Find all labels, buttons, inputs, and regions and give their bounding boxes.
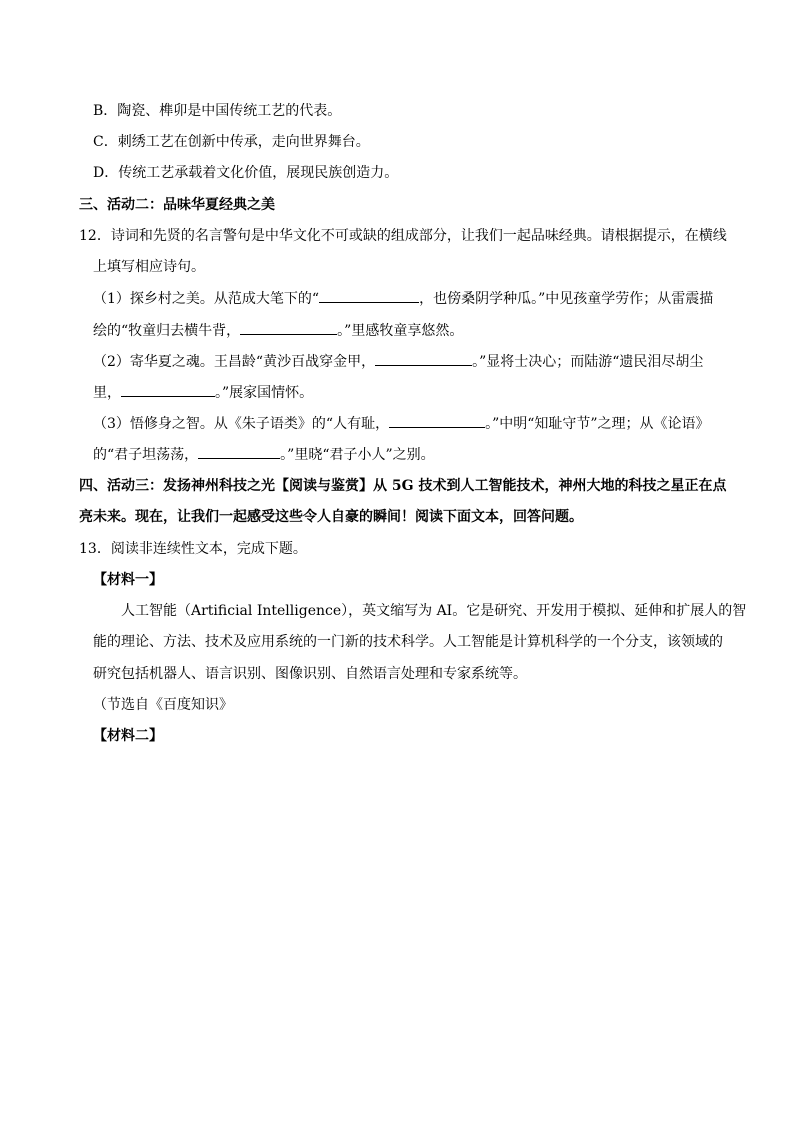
q12-part2-text-c: 里， bbox=[93, 385, 121, 401]
q12-part2-line1 bbox=[93, 351, 703, 372]
q12-part1-text-c: 绘的“牧童归去横牛背， bbox=[93, 323, 241, 339]
q12-part2-text-b: 。”显将士决心；而陆游“遗民泪尽胡尘 bbox=[472, 354, 704, 370]
material-2-label: 【材料二】 bbox=[93, 728, 163, 744]
q12-part1-text-d: 。”里感牧童享悠然。 bbox=[337, 323, 464, 339]
option-c: C．刺绣工艺在创新中传承，走向世界舞台。 bbox=[93, 134, 370, 150]
answer-blank-2[interactable] bbox=[240, 320, 337, 335]
q12-part2-line2 bbox=[93, 382, 313, 403]
material-1-line1: 人工智能（Artificial Intelligence），英文缩写为 AI。它是研究、开发用于模拟、延伸和扩展人的智 bbox=[121, 603, 747, 619]
q12-part2-text-a: （2）寄华夏之魂。王昌龄“黄沙百战穿金甲， bbox=[93, 354, 376, 370]
q12-stem-line2: 上填写相应诗句。 bbox=[93, 259, 205, 275]
option-b: B．陶瓷、榫卯是中国传统工艺的代表。 bbox=[93, 103, 342, 119]
material-1-line3: 研究包括机器人、语言识别、图像识别、自然语言处理和专家系统等。 bbox=[93, 666, 527, 682]
q12-part1-text-a: （1）探乡村之美。从范成大笔下的“ bbox=[93, 291, 320, 307]
q12-part3-text-a: （3）悟修身之智。从《朱子语类》的“人有耻， bbox=[93, 416, 390, 432]
q12-part1-line1 bbox=[93, 288, 713, 309]
answer-blank-5[interactable] bbox=[389, 413, 485, 428]
q12-part3-text-d: 。”里晓“君子小人”之别。 bbox=[280, 447, 435, 463]
q12-stem-line1: 12．诗词和先贤的名言警句是中华文化不可或缺的组成部分，让我们一起品味经典。请根据提示，在横线 bbox=[79, 228, 727, 244]
section-4-heading-line1: 四、活动三：发扬神州科技之光【阅读与鉴赏】从 5G 技术到人工智能技术，神州大地的科技之星正在点 bbox=[79, 478, 727, 494]
answer-blank-3[interactable] bbox=[375, 351, 472, 366]
material-1-source: （节选自《百度知识》 bbox=[93, 697, 233, 713]
option-d: D．传统工艺承载着文化价值，展现民族创造力。 bbox=[93, 165, 399, 181]
q12-part3-line1 bbox=[93, 413, 710, 434]
answer-blank-6[interactable] bbox=[198, 444, 280, 459]
q12-part3-line2 bbox=[93, 444, 435, 465]
section-3-heading: 三、活动二：品味华夏经典之美 bbox=[79, 197, 275, 213]
q12-part2-text-d: 。”展家国情怀。 bbox=[215, 385, 314, 401]
q12-part3-text-b: 。”中明“知耻守节”之理；从《论语》 bbox=[485, 416, 710, 432]
q12-part1-text-b: ，也傍桑阴学种瓜。”中见孩童学劳作；从雷震描 bbox=[419, 291, 714, 307]
answer-blank-1[interactable] bbox=[319, 288, 419, 303]
section-4-heading-line2: 亮未来。现在，让我们一起感受这些令人自豪的瞬间！阅读下面文本，回答问题。 bbox=[79, 509, 583, 525]
q12-part1-line2 bbox=[93, 320, 463, 341]
material-1-label: 【材料一】 bbox=[93, 572, 163, 588]
answer-blank-4[interactable] bbox=[121, 382, 215, 397]
q12-part3-text-c: 的“君子坦荡荡， bbox=[93, 447, 199, 463]
q13-stem: 13．阅读非连续性文本，完成下题。 bbox=[79, 541, 307, 557]
material-1-line2: 能的理论、方法、技术及应用系统的一门新的技术科学。人工智能是计算机科学的一个分支，该领域的 bbox=[93, 634, 723, 650]
